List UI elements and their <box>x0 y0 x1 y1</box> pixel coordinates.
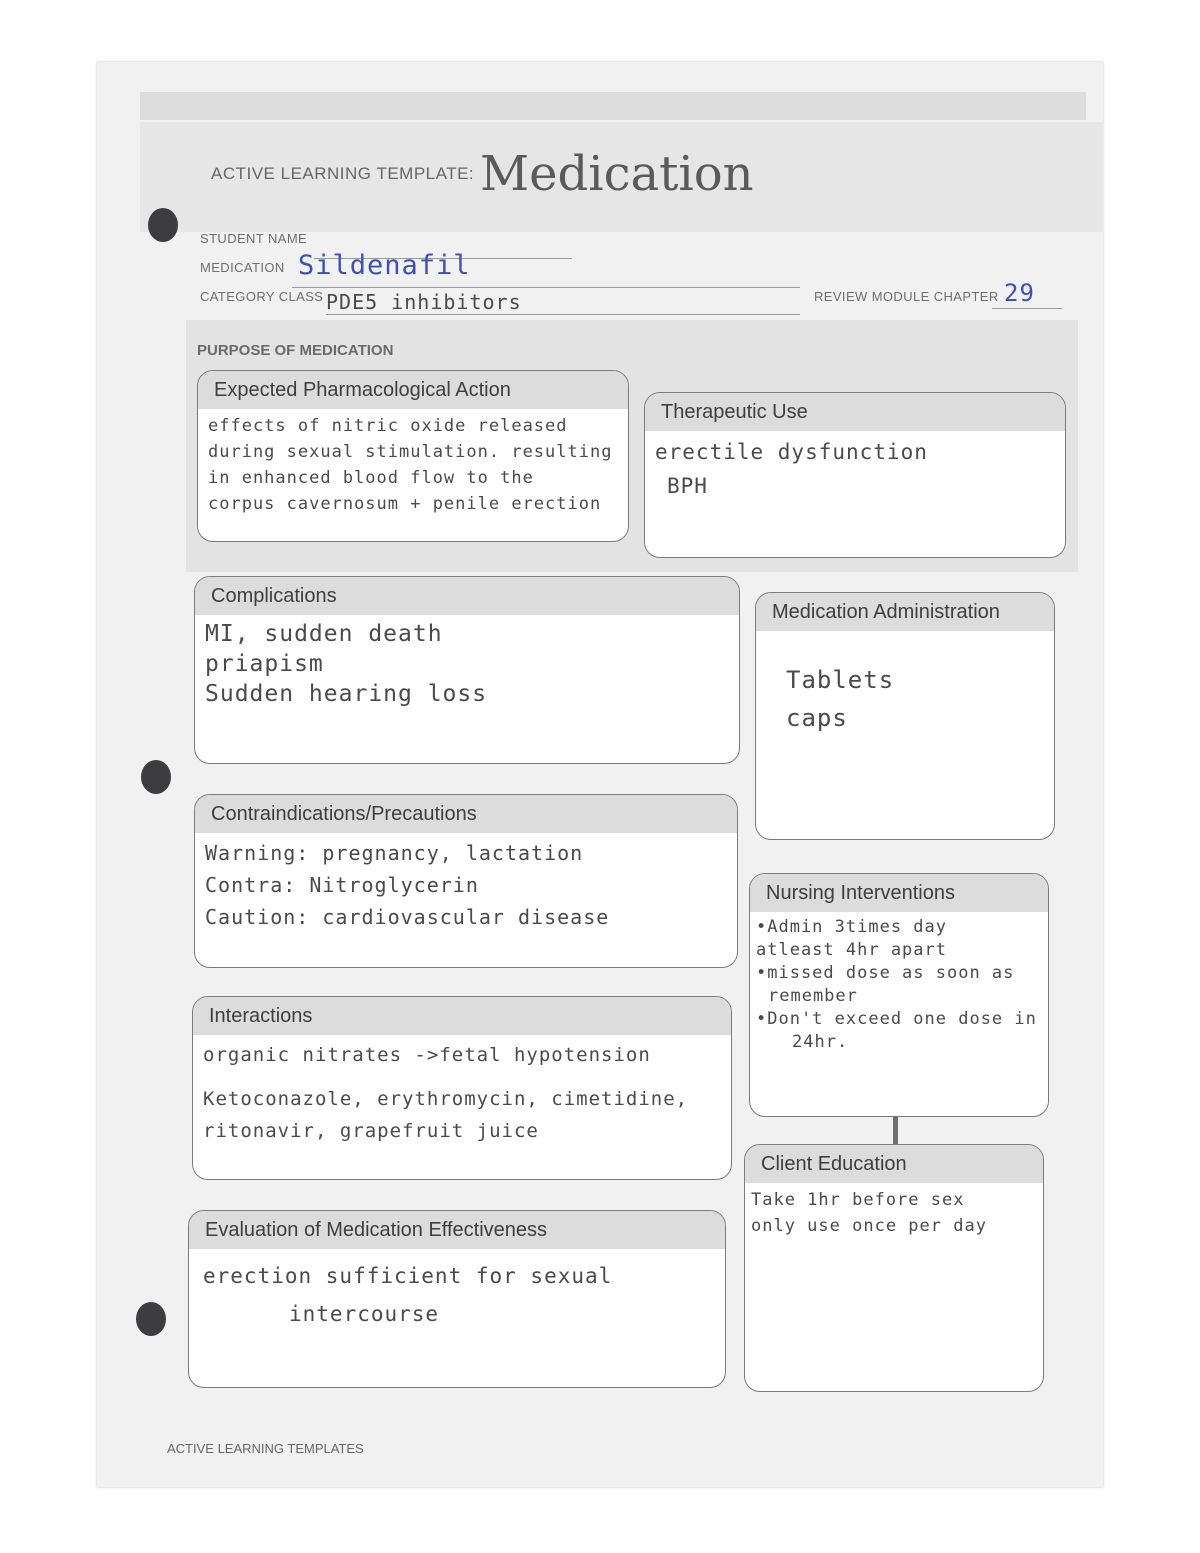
nursing-interventions-box <box>749 873 1049 1117</box>
contraindications-content <box>195 833 737 933</box>
connector-line <box>893 1116 898 1144</box>
binder-hole-icon <box>136 1302 166 1336</box>
complications-line: priapism <box>205 651 324 677</box>
contraindications-line: Warning: pregnancy, lactation <box>205 841 584 865</box>
therapeutic-use-box <box>644 392 1066 558</box>
top-strip <box>140 92 1086 120</box>
binder-hole-icon <box>148 208 178 242</box>
client-education-content <box>745 1183 1043 1239</box>
evaluation-box <box>188 1210 726 1388</box>
evaluation-line: erection sufficient for sexual <box>203 1264 613 1288</box>
administration-box <box>755 592 1055 840</box>
complications-line: Sudden hearing loss <box>205 681 488 707</box>
therapeutic-use-line: BPH <box>667 474 708 498</box>
medication-line <box>292 287 800 288</box>
nursing-interventions-line: atleast 4hr apart <box>756 940 947 960</box>
category-class-line <box>326 314 800 315</box>
administration-line: Tablets <box>786 666 895 694</box>
evaluation-content <box>189 1249 725 1333</box>
expected-action-line: effects of nitric oxide released <box>208 416 568 436</box>
interactions-content <box>193 1035 731 1147</box>
complications-line: MI, sudden death <box>205 621 443 647</box>
administration-title: Medication Administration <box>756 593 1054 631</box>
expected-action-line: corpus cavernosum + penile erection <box>208 494 602 514</box>
nursing-interventions-line: •missed dose as soon as <box>756 963 1015 983</box>
nursing-interventions-line: •Admin 3times day <box>756 917 947 937</box>
expected-action-content <box>198 409 628 517</box>
expected-action-box <box>197 370 629 542</box>
client-education-line: only use once per day <box>751 1216 987 1236</box>
evaluation-line: intercourse <box>289 1302 440 1326</box>
category-class-label: CATEGORY CLASS <box>200 289 324 304</box>
interactions-line: organic nitrates ->fetal hypotension <box>203 1044 651 1066</box>
administration-line: caps <box>786 704 848 732</box>
client-education-line: Take 1hr before sex <box>751 1190 965 1210</box>
interactions-title: Interactions <box>193 997 731 1035</box>
therapeutic-use-title: Therapeutic Use <box>645 393 1065 431</box>
therapeutic-use-line: erectile dysfunction <box>655 440 928 464</box>
complications-content <box>195 615 739 709</box>
category-class-value[interactable]: PDE5 inhibitors <box>326 290 522 314</box>
purpose-label: PURPOSE OF MEDICATION <box>197 342 394 359</box>
client-education-box <box>744 1144 1044 1392</box>
medication-value[interactable]: Sildenafil <box>298 250 471 281</box>
nursing-interventions-title: Nursing Interventions <box>750 874 1048 912</box>
binder-hole-icon <box>141 760 171 794</box>
review-module-value[interactable]: 29 <box>1004 279 1035 307</box>
contraindications-line: Contra: Nitroglycerin <box>205 873 479 897</box>
nursing-interventions-content <box>750 912 1048 1054</box>
interactions-line: Ketoconazole, erythromycin, cimetidine, <box>203 1088 689 1110</box>
nursing-interventions-line: •Don't exceed one dose in <box>756 1009 1037 1029</box>
template-label: ACTIVE LEARNING TEMPLATE: <box>211 164 475 183</box>
expected-action-title: Expected Pharmacological Action <box>198 371 628 409</box>
interactions-line: ritonavir, grapefruit juice <box>203 1120 539 1142</box>
review-module-line <box>992 308 1062 309</box>
student-name-label: STUDENT NAME <box>200 231 308 246</box>
review-module-label: REVIEW MODULE CHAPTER <box>814 289 999 304</box>
expected-action-line: in enhanced blood flow to the <box>208 468 534 488</box>
administration-content <box>756 631 1054 737</box>
client-education-title: Client Education <box>745 1145 1043 1183</box>
footer-label: ACTIVE LEARNING TEMPLATES <box>167 1441 364 1456</box>
nursing-interventions-line: remember <box>768 986 858 1006</box>
expected-action-line: during sexual stimulation. resulting <box>208 442 613 462</box>
contraindications-box <box>194 794 738 968</box>
template-title: Medication <box>480 146 754 202</box>
complications-box <box>194 576 740 764</box>
contraindications-title: Contraindications/Precautions <box>195 795 737 833</box>
medication-label: MEDICATION <box>200 260 285 275</box>
evaluation-title: Evaluation of Medication Effectiveness <box>189 1211 725 1249</box>
contraindications-line: Caution: cardiovascular disease <box>205 905 610 929</box>
therapeutic-use-content <box>645 431 1065 503</box>
nursing-interventions-line: 24hr. <box>792 1032 849 1052</box>
complications-title: Complications <box>195 577 739 615</box>
interactions-box <box>192 996 732 1180</box>
